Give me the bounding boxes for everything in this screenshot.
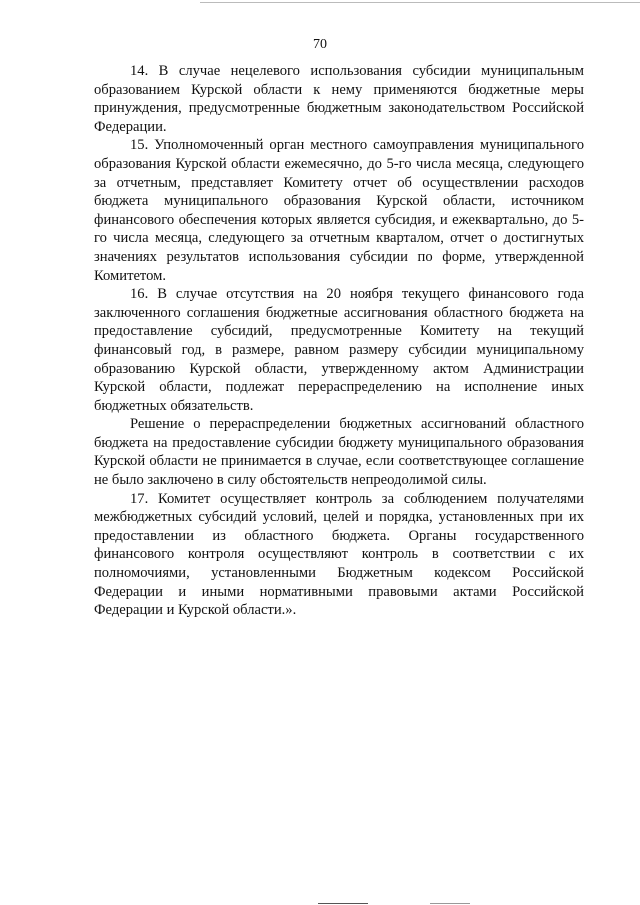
page-number: 70 — [313, 37, 327, 52]
paragraph-15: 15. Уполномоченный орган местного самоуправления муниципального образования Курской области ежемесячно, до 5-го числа месяца, следующего за отчетным, представляет Комитету отчет об осуществлении расходов бюджета муниципального образования Курской области, источником финансового обеспечения которых является субсидия, и ежеквартально, до 5-го числа месяца, следующего за отчетным кварталом, отчет о достигнутых значениях результатов использования субсидии по форме, утвержденной Комитетом. — [94, 137, 584, 284]
paragraph-14: 14. В случае нецелевого использования субсидии муниципальным образованием Курской области к нему применяются бюджетные меры принуждения, предусмотренные бюджетным законодательством Российской Федерации. — [94, 63, 584, 135]
paragraph-16-decision: Решение о перераспределении бюджетных ассигнований областного бюджета на предоставление субсидии бюджету муниципального образования Курской области не принимается в случае, если соответствующее соглашение не было заключено в силу обстоятельств непреодолимой силы. — [94, 416, 584, 489]
paragraph-16: 16. В случае отсутствия на 20 ноября текущего финансового года заключенного соглашения бюджетные ассигнования областного бюджета на предоставление субсидий, предусмотренные Комитету на текущий финансовый год, в размере, равном размеру субсидии муниципальному образованию Курской области, утвержденному актом Администрации Курской области, подлежат перераспределению на исполнение иных бюджетных обязательств. — [94, 286, 584, 414]
document-body — [94, 62, 584, 620]
scan-edge-mark-bottom-right — [430, 903, 470, 904]
scan-edge-mark-top — [200, 2, 640, 3]
paragraph-17: 17. Комитет осуществляет контроль за соблюдением получателями межбюджетных субсидий условий, целей и порядка, установленных при их предоставлении из областного бюджета. Органы государственного финансового контроля осуществляют контроль в соответствии с их полномочиями, установленными Бюджетным кодексом Российской Федерации и иными нормативными правовыми актами Российской Федерации и Курской области.». — [94, 490, 584, 619]
scan-edge-mark-bottom — [318, 903, 368, 904]
